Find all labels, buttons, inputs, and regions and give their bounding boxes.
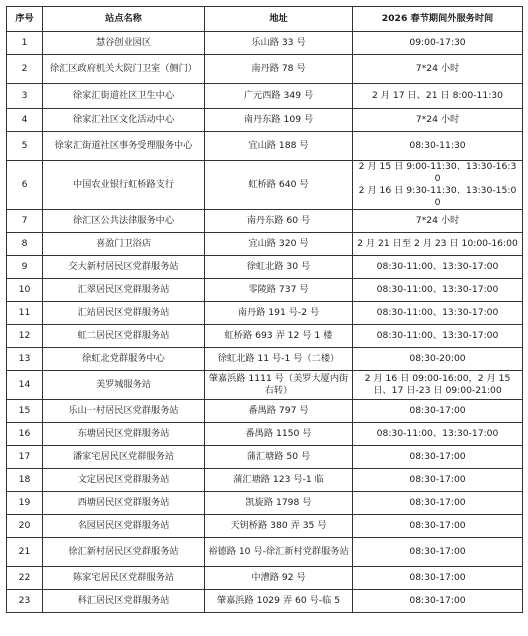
table-row	[7, 492, 523, 515]
site-name: 科汇居民区党群服务站	[43, 590, 205, 613]
service-hours: 7*24 小时	[353, 210, 523, 233]
service-hours: 08:30-11:00、13:30-17:00	[353, 279, 523, 302]
row-number: 20	[7, 515, 43, 538]
row-number: 18	[7, 469, 43, 492]
table-row	[7, 348, 523, 371]
row-number: 7	[7, 210, 43, 233]
table-row	[7, 538, 523, 567]
row-number: 3	[7, 84, 43, 109]
site-address: 蒲汇塘路 123 号-1 临	[205, 469, 353, 492]
header-hours: 2026 春节期间外服务时间	[353, 7, 523, 32]
table-row	[7, 161, 523, 210]
site-name: 虹二居民区党群服务站	[43, 325, 205, 348]
row-number: 21	[7, 538, 43, 567]
site-address: 蒲汇塘路 50 号	[205, 446, 353, 469]
table-row	[7, 469, 523, 492]
site-name: 汇站居民区党群服务站	[43, 302, 205, 325]
site-address: 南丹路 191 号-2 号	[205, 302, 353, 325]
site-name: 徐汇区公共法律服务中心	[43, 210, 205, 233]
site-name: 徐家汇街道社区事务受理服务中心	[43, 132, 205, 161]
service-hours: 08:30-17:00	[353, 590, 523, 613]
site-address: 裕德路 10 号-徐汇新村党群服务站	[205, 538, 353, 567]
site-address: 南丹路 78 号	[205, 55, 353, 84]
table-row	[7, 84, 523, 109]
site-name: 交大新村居民区党群服务站	[43, 256, 205, 279]
service-hours: 08:30-11:00、13:30-17:00	[353, 423, 523, 446]
site-address: 肇嘉浜路 1111 号（美罗大厦内街右转）	[205, 371, 353, 400]
site-name: 名园居民区党群服务站	[43, 515, 205, 538]
service-hours: 2 月 15 日 9:00-11:30、13:30-16:30 2 月 16 日 9:30-11:30、13:30-15:00	[353, 161, 523, 210]
row-number: 5	[7, 132, 43, 161]
site-address: 凯旋路 1798 号	[205, 492, 353, 515]
site-address: 天钥桥路 380 弄 35 号	[205, 515, 353, 538]
site-address: 徐虹北路 11 号-1 号（二楼）	[205, 348, 353, 371]
row-number: 19	[7, 492, 43, 515]
table-header-row	[7, 7, 523, 32]
table-row	[7, 302, 523, 325]
row-number: 13	[7, 348, 43, 371]
site-name: 喜盈门卫浴店	[43, 233, 205, 256]
table-row	[7, 325, 523, 348]
service-hours: 08:30-17:00	[353, 538, 523, 567]
row-number: 10	[7, 279, 43, 302]
row-number: 12	[7, 325, 43, 348]
service-hours: 08:30-17:00	[353, 446, 523, 469]
table-row	[7, 210, 523, 233]
site-name: 徐家汇街道社区卫生中心	[43, 84, 205, 109]
row-number: 17	[7, 446, 43, 469]
service-hours: 08:30-11:00、13:30-17:00	[353, 256, 523, 279]
service-site-table-container	[6, 6, 522, 613]
site-address: 乐山路 33 号	[205, 32, 353, 55]
header-address: 地址	[205, 7, 353, 32]
site-address: 虹桥路 693 弄 12 号 1 楼	[205, 325, 353, 348]
site-address: 肇嘉浜路 1029 弄 60 号-临 5	[205, 590, 353, 613]
service-hours: 7*24 小时	[353, 109, 523, 132]
row-number: 8	[7, 233, 43, 256]
site-name: 美罗城服务站	[43, 371, 205, 400]
row-number: 2	[7, 55, 43, 84]
service-hours: 08:30-17:00	[353, 469, 523, 492]
site-address: 南丹东路 109 号	[205, 109, 353, 132]
site-name: 陈家宅居民区党群服务站	[43, 567, 205, 590]
site-address: 番禺路 797 号	[205, 400, 353, 423]
row-number: 6	[7, 161, 43, 210]
site-name: 慧谷创业园区	[43, 32, 205, 55]
table-row	[7, 32, 523, 55]
service-hours: 08:30-11:30	[353, 132, 523, 161]
site-name: 潘家宅居民区党群服务站	[43, 446, 205, 469]
table-row	[7, 55, 523, 84]
site-name: 中国农业银行虹桥路支行	[43, 161, 205, 210]
site-name: 汇翠居民区党群服务站	[43, 279, 205, 302]
row-number: 22	[7, 567, 43, 590]
site-address: 广元西路 349 号	[205, 84, 353, 109]
service-site-table	[6, 6, 523, 613]
service-hours: 08:30-17:00	[353, 492, 523, 515]
row-number: 23	[7, 590, 43, 613]
row-number: 1	[7, 32, 43, 55]
service-hours: 2 月 16 日 09:00-16:00，2 月 15 日、17 日-23 日 09:00-21:00	[353, 371, 523, 400]
row-number: 9	[7, 256, 43, 279]
table-row	[7, 446, 523, 469]
service-hours: 08:30-20:00	[353, 348, 523, 371]
service-hours: 2 月 17 日、21 日 8:00-11:30	[353, 84, 523, 109]
site-name: 徐汇区政府机关大院门卫室（侧门）	[43, 55, 205, 84]
site-address: 中漕路 92 号	[205, 567, 353, 590]
site-address: 零陵路 737 号	[205, 279, 353, 302]
header-name: 站点名称	[43, 7, 205, 32]
table-row	[7, 400, 523, 423]
table-row	[7, 109, 523, 132]
site-address: 宜山路 188 号	[205, 132, 353, 161]
row-number: 11	[7, 302, 43, 325]
table-row	[7, 590, 523, 613]
service-hours: 08:30-11:00、13:30-17:00	[353, 302, 523, 325]
site-address: 南丹东路 60 号	[205, 210, 353, 233]
service-hours: 08:30-17:00	[353, 400, 523, 423]
table-row	[7, 279, 523, 302]
service-hours: 2 月 21 日至 2 月 23 日 10:00-16:00	[353, 233, 523, 256]
table-row	[7, 256, 523, 279]
table-row	[7, 515, 523, 538]
site-address: 徐虹北路 30 号	[205, 256, 353, 279]
site-name: 徐家汇社区文化活动中心	[43, 109, 205, 132]
service-hours: 08:30-11:00、13:30-17:00	[353, 325, 523, 348]
service-hours: 08:30-17:00	[353, 567, 523, 590]
row-number: 16	[7, 423, 43, 446]
table-row	[7, 423, 523, 446]
site-name: 东塘居民区党群服务站	[43, 423, 205, 446]
service-hours: 09:00-17:30	[353, 32, 523, 55]
site-name: 乐山一村居民区党群服务站	[43, 400, 205, 423]
table-row	[7, 371, 523, 400]
table-row	[7, 567, 523, 590]
row-number: 14	[7, 371, 43, 400]
row-number: 15	[7, 400, 43, 423]
table-body	[7, 32, 523, 613]
site-name: 徐汇新村居民区党群服务站	[43, 538, 205, 567]
row-number: 4	[7, 109, 43, 132]
site-address: 虹桥路 640 号	[205, 161, 353, 210]
table-row	[7, 132, 523, 161]
site-name: 西塘居民区党群服务站	[43, 492, 205, 515]
site-name: 徐虹北党群服务中心	[43, 348, 205, 371]
site-name: 文定居民区党群服务站	[43, 469, 205, 492]
site-address: 番禺路 1150 号	[205, 423, 353, 446]
header-no: 序号	[7, 7, 43, 32]
service-hours: 08:30-17:00	[353, 515, 523, 538]
service-hours: 7*24 小时	[353, 55, 523, 84]
site-address: 宜山路 320 号	[205, 233, 353, 256]
table-row	[7, 233, 523, 256]
